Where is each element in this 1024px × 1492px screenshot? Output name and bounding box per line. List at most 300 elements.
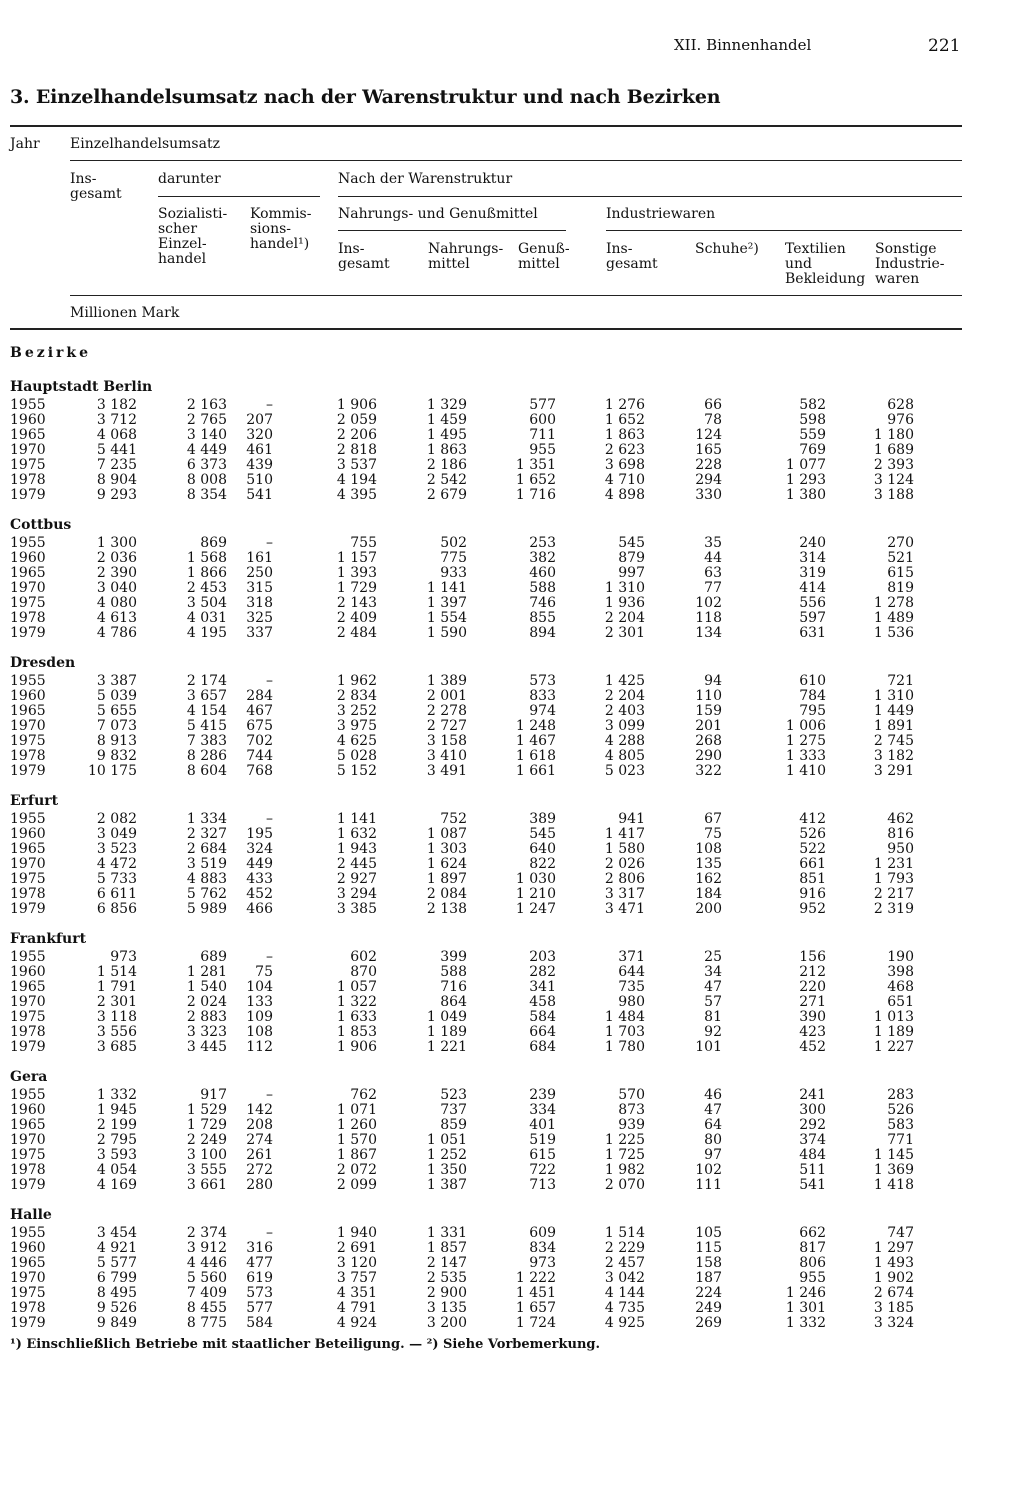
cell-kommission: 768: [246, 763, 273, 779]
cell-ng-insgesamt: 1 157: [336, 550, 377, 566]
table-row: [0, 887, 1024, 902]
cell-schuhe: 249: [695, 1300, 722, 1316]
cell-iw-insgesamt: 2 204: [604, 688, 645, 704]
cell-nahrungsmittel: 2 138: [426, 901, 467, 917]
cell-sonstige: 950: [887, 841, 914, 857]
table-row: [0, 626, 1024, 641]
cell-ng-insgesamt: 2 072: [336, 1162, 377, 1178]
cell-year: 1975: [10, 1147, 46, 1163]
footnote: ¹) Einschließlich Betriebe mit staatlicher Beteiligung. — ²) Siehe Vorbemerkung.: [10, 1337, 601, 1352]
rule-einzelhandel: [70, 160, 962, 161]
table-row: [0, 689, 1024, 704]
cell-nahrungsmittel: 1 087: [426, 826, 467, 842]
table-row: [0, 764, 1024, 779]
cell-year: 1975: [10, 1285, 46, 1301]
cell-sozialistisch: 5 989: [186, 901, 227, 917]
cell-textilien: 916: [799, 886, 826, 902]
cell-kommission: –: [266, 397, 273, 413]
table-row: [0, 1040, 1024, 1055]
cell-sozialistisch: 4 449: [186, 442, 227, 458]
cell-sonstige: 3 324: [873, 1315, 914, 1331]
cell-genussmittel: 1 661: [515, 763, 556, 779]
cell-insgesamt: 3 049: [96, 826, 137, 842]
cell-iw-insgesamt: 1 514: [604, 1225, 645, 1241]
cell-iw-insgesamt: 371: [618, 949, 645, 965]
cell-sozialistisch: 1 568: [186, 550, 227, 566]
cell-insgesamt: 7 235: [96, 457, 137, 473]
table-row: [0, 749, 1024, 764]
cell-genussmittel: 722: [529, 1162, 556, 1178]
cell-genussmittel: 1 247: [515, 901, 556, 917]
cell-sozialistisch: 5 762: [186, 886, 227, 902]
cell-schuhe: 80: [704, 1132, 722, 1148]
cell-textilien: 795: [799, 703, 826, 719]
cell-insgesamt: 4 921: [96, 1240, 137, 1256]
cell-nahrungsmittel: 2 278: [426, 703, 467, 719]
cell-kommission: 112: [246, 1039, 273, 1055]
cell-genussmittel: 1 618: [515, 748, 556, 764]
cell-ng-insgesamt: 1 633: [336, 1009, 377, 1025]
cell-kommission: 195: [246, 826, 273, 842]
rule-top: [10, 125, 962, 127]
cell-sozialistisch: 3 657: [186, 688, 227, 704]
cell-year: 1960: [10, 826, 46, 842]
cell-textilien: 597: [799, 610, 826, 626]
cell-kommission: 325: [246, 610, 273, 626]
cell-kommission: 284: [246, 688, 273, 704]
table-row: [0, 473, 1024, 488]
cell-year: 1975: [10, 733, 46, 749]
cell-iw-insgesamt: 2 457: [604, 1255, 645, 1271]
rule-nahrung: [338, 230, 566, 231]
header-nahrungsmittel: Nahrungs- mittel: [428, 241, 504, 272]
cell-iw-insgesamt: 4 288: [604, 733, 645, 749]
cell-iw-insgesamt: 1 417: [604, 826, 645, 842]
cell-iw-insgesamt: 644: [618, 964, 645, 980]
cell-year: 1979: [10, 901, 46, 917]
cell-sozialistisch: 1 729: [186, 1117, 227, 1133]
cell-genussmittel: 577: [529, 397, 556, 413]
rule-darunter: [158, 196, 320, 197]
cell-ng-insgesamt: 2 818: [336, 442, 377, 458]
cell-schuhe: 97: [704, 1147, 722, 1163]
cell-genussmittel: 389: [529, 811, 556, 827]
table-row: [0, 995, 1024, 1010]
cell-insgesamt: 3 685: [96, 1039, 137, 1055]
header-jahr: Jahr: [10, 136, 40, 152]
cell-insgesamt: 4 169: [96, 1177, 137, 1193]
cell-sozialistisch: 3 504: [186, 595, 227, 611]
cell-sonstige: 1 310: [873, 688, 914, 704]
cell-textilien: 1 332: [785, 1315, 826, 1331]
cell-schuhe: 294: [695, 472, 722, 488]
cell-sonstige: 1 369: [873, 1162, 914, 1178]
cell-nahrungsmittel: 2 084: [426, 886, 467, 902]
cell-nahrungsmittel: 2 001: [426, 688, 467, 704]
cell-iw-insgesamt: 873: [618, 1102, 645, 1118]
cell-nahrungsmittel: 1 350: [426, 1162, 467, 1178]
cell-iw-insgesamt: 2 204: [604, 610, 645, 626]
cell-genussmittel: 1 210: [515, 886, 556, 902]
cell-textilien: 1 333: [785, 748, 826, 764]
cell-nahrungsmittel: 3 135: [426, 1300, 467, 1316]
cell-schuhe: 102: [695, 595, 722, 611]
cell-schuhe: 158: [695, 1255, 722, 1271]
cell-sozialistisch: 1 281: [186, 964, 227, 980]
cell-year: 1978: [10, 886, 46, 902]
cell-schuhe: 165: [695, 442, 722, 458]
cell-insgesamt: 3 040: [96, 580, 137, 596]
cell-kommission: 250: [246, 565, 273, 581]
table-row: [0, 1226, 1024, 1241]
cell-insgesamt: 2 036: [96, 550, 137, 566]
cell-genussmittel: 573: [529, 673, 556, 689]
cell-insgesamt: 5 577: [96, 1255, 137, 1271]
cell-year: 1955: [10, 1087, 46, 1103]
cell-nahrungsmittel: 1 863: [426, 442, 467, 458]
cell-iw-insgesamt: 5 023: [604, 763, 645, 779]
cell-genussmittel: 664: [529, 1024, 556, 1040]
cell-schuhe: 64: [704, 1117, 722, 1133]
table-row: [0, 596, 1024, 611]
cell-schuhe: 78: [704, 412, 722, 428]
cell-iw-insgesamt: 2 026: [604, 856, 645, 872]
district-name: Halle: [10, 1207, 52, 1223]
cell-nahrungsmittel: 2 727: [426, 718, 467, 734]
cell-schuhe: 115: [695, 1240, 722, 1256]
cell-sonstige: 771: [887, 1132, 914, 1148]
cell-genussmittel: 458: [529, 994, 556, 1010]
cell-insgesamt: 973: [110, 949, 137, 965]
cell-year: 1965: [10, 703, 46, 719]
cell-insgesamt: 4 786: [96, 625, 137, 641]
cell-textilien: 319: [799, 565, 826, 581]
table-row: [0, 581, 1024, 596]
cell-sonstige: 1 180: [873, 427, 914, 443]
cell-ng-insgesamt: 4 194: [336, 472, 377, 488]
cell-kommission: 619: [246, 1270, 273, 1286]
cell-schuhe: 35: [704, 535, 722, 551]
cell-insgesamt: 1 791: [96, 979, 137, 995]
cell-insgesamt: 4 080: [96, 595, 137, 611]
cell-nahrungsmittel: 2 679: [426, 487, 467, 503]
cell-ng-insgesamt: 3 252: [336, 703, 377, 719]
cell-schuhe: 322: [695, 763, 722, 779]
cell-sozialistisch: 2 883: [186, 1009, 227, 1025]
cell-iw-insgesamt: 980: [618, 994, 645, 1010]
table-row: [0, 443, 1024, 458]
cell-kommission: 318: [246, 595, 273, 611]
cell-textilien: 559: [799, 427, 826, 443]
cell-genussmittel: 282: [529, 964, 556, 980]
cell-sonstige: 1 278: [873, 595, 914, 611]
cell-schuhe: 184: [695, 886, 722, 902]
cell-insgesamt: 1 300: [96, 535, 137, 551]
cell-genussmittel: 519: [529, 1132, 556, 1148]
cell-insgesamt: 1 514: [96, 964, 137, 980]
cell-genussmittel: 973: [529, 1255, 556, 1271]
cell-textilien: 610: [799, 673, 826, 689]
cell-kommission: 541: [246, 487, 273, 503]
cell-textilien: 1 275: [785, 733, 826, 749]
cell-iw-insgesamt: 545: [618, 535, 645, 551]
cell-year: 1978: [10, 1300, 46, 1316]
cell-textilien: 156: [799, 949, 826, 965]
cell-genussmittel: 1 467: [515, 733, 556, 749]
cell-genussmittel: 640: [529, 841, 556, 857]
cell-insgesamt: 5 039: [96, 688, 137, 704]
cell-kommission: 316: [246, 1240, 273, 1256]
cell-schuhe: 200: [695, 901, 722, 917]
cell-nahrungsmittel: 523: [440, 1087, 467, 1103]
cell-insgesamt: 3 182: [96, 397, 137, 413]
cell-schuhe: 228: [695, 457, 722, 473]
cell-textilien: 484: [799, 1147, 826, 1163]
cell-schuhe: 159: [695, 703, 722, 719]
cell-schuhe: 269: [695, 1315, 722, 1331]
cell-nahrungsmittel: 502: [440, 535, 467, 551]
cell-genussmittel: 460: [529, 565, 556, 581]
cell-iw-insgesamt: 570: [618, 1087, 645, 1103]
header-unit: Millionen Mark: [70, 305, 180, 321]
cell-textilien: 955: [799, 1270, 826, 1286]
cell-sozialistisch: 4 883: [186, 871, 227, 887]
cell-sozialistisch: 3 912: [186, 1240, 227, 1256]
rule-unit-top: [70, 295, 962, 296]
table-row: [0, 980, 1024, 995]
cell-ng-insgesamt: 1 632: [336, 826, 377, 842]
cell-sonstige: 1 297: [873, 1240, 914, 1256]
district-name: Cottbus: [10, 517, 72, 533]
cell-kommission: 109: [246, 1009, 273, 1025]
cell-sozialistisch: 2 453: [186, 580, 227, 596]
cell-schuhe: 44: [704, 550, 722, 566]
cell-sozialistisch: 8 775: [186, 1315, 227, 1331]
cell-genussmittel: 545: [529, 826, 556, 842]
cell-ng-insgesamt: 1 141: [336, 811, 377, 827]
district-name: Erfurt: [10, 793, 59, 809]
cell-sonstige: 3 182: [873, 748, 914, 764]
cell-nahrungsmittel: 2 535: [426, 1270, 467, 1286]
cell-ng-insgesamt: 4 791: [336, 1300, 377, 1316]
table-row: [0, 965, 1024, 980]
cell-nahrungsmittel: 3 200: [426, 1315, 467, 1331]
cell-schuhe: 330: [695, 487, 722, 503]
cell-ng-insgesamt: 1 729: [336, 580, 377, 596]
cell-insgesamt: 9 849: [96, 1315, 137, 1331]
cell-ng-insgesamt: 1 322: [336, 994, 377, 1010]
cell-textilien: 598: [799, 412, 826, 428]
cell-textilien: 661: [799, 856, 826, 872]
cell-textilien: 522: [799, 841, 826, 857]
cell-nahrungsmittel: 399: [440, 949, 467, 965]
cell-kommission: –: [266, 1225, 273, 1241]
cell-genussmittel: 713: [529, 1177, 556, 1193]
page-title: 3. Einzelhandelsumsatz nach der Warenstruktur und nach Bezirken: [10, 86, 721, 108]
cell-kommission: 274: [246, 1132, 273, 1148]
cell-textilien: 806: [799, 1255, 826, 1271]
cell-insgesamt: 2 795: [96, 1132, 137, 1148]
cell-insgesamt: 2 390: [96, 565, 137, 581]
cell-textilien: 240: [799, 535, 826, 551]
cell-sozialistisch: 2 024: [186, 994, 227, 1010]
cell-kommission: 461: [246, 442, 273, 458]
cell-sozialistisch: 8 008: [186, 472, 227, 488]
cell-year: 1965: [10, 1117, 46, 1133]
cell-year: 1979: [10, 1177, 46, 1193]
cell-iw-insgesamt: 1 276: [604, 397, 645, 413]
cell-year: 1970: [10, 856, 46, 872]
cell-nahrungsmittel: 1 624: [426, 856, 467, 872]
cell-textilien: 414: [799, 580, 826, 596]
cell-ng-insgesamt: 5 152: [336, 763, 377, 779]
cell-nahrungsmittel: 1 897: [426, 871, 467, 887]
cell-sozialistisch: 1 529: [186, 1102, 227, 1118]
cell-insgesamt: 2 199: [96, 1117, 137, 1133]
cell-kommission: 477: [246, 1255, 273, 1271]
header-genussmittel: Genuß- mittel: [518, 241, 570, 272]
cell-nahrungsmittel: 1 252: [426, 1147, 467, 1163]
cell-genussmittel: 584: [529, 1009, 556, 1025]
cell-year: 1978: [10, 1162, 46, 1178]
table-row: [0, 458, 1024, 473]
table-row: [0, 674, 1024, 689]
cell-nahrungsmittel: 1 221: [426, 1039, 467, 1055]
cell-genussmittel: 1 724: [515, 1315, 556, 1331]
table-row: [0, 1316, 1024, 1331]
cell-schuhe: 66: [704, 397, 722, 413]
cell-sonstige: 190: [887, 949, 914, 965]
cell-iw-insgesamt: 2 070: [604, 1177, 645, 1193]
cell-schuhe: 92: [704, 1024, 722, 1040]
cell-iw-insgesamt: 4 710: [604, 472, 645, 488]
cell-sonstige: 1 902: [873, 1270, 914, 1286]
cell-ng-insgesamt: 3 385: [336, 901, 377, 917]
cell-iw-insgesamt: 939: [618, 1117, 645, 1133]
cell-kommission: 133: [246, 994, 273, 1010]
cell-iw-insgesamt: 1 863: [604, 427, 645, 443]
cell-textilien: 1 380: [785, 487, 826, 503]
cell-sonstige: 3 291: [873, 763, 914, 779]
rule-warenstruktur: [338, 196, 962, 197]
cell-iw-insgesamt: 2 403: [604, 703, 645, 719]
cell-year: 1979: [10, 763, 46, 779]
cell-kommission: 744: [246, 748, 273, 764]
cell-nahrungsmittel: 2 147: [426, 1255, 467, 1271]
district-name: Frankfurt: [10, 931, 87, 947]
cell-sozialistisch: 4 154: [186, 703, 227, 719]
cell-sonstige: 2 745: [873, 733, 914, 749]
cell-textilien: 1 006: [785, 718, 826, 734]
cell-ng-insgesamt: 3 294: [336, 886, 377, 902]
cell-kommission: 584: [246, 1315, 273, 1331]
table-row: [0, 428, 1024, 443]
table-row: [0, 842, 1024, 857]
cell-year: 1970: [10, 1132, 46, 1148]
cell-iw-insgesamt: 1 780: [604, 1039, 645, 1055]
cell-textilien: 662: [799, 1225, 826, 1241]
cell-iw-insgesamt: 1 580: [604, 841, 645, 857]
cell-nahrungsmittel: 1 387: [426, 1177, 467, 1193]
cell-sozialistisch: 1 540: [186, 979, 227, 995]
cell-iw-insgesamt: 3 471: [604, 901, 645, 917]
cell-sonstige: 3 185: [873, 1300, 914, 1316]
cell-sozialistisch: 2 249: [186, 1132, 227, 1148]
cell-sozialistisch: 4 031: [186, 610, 227, 626]
cell-insgesamt: 4 472: [96, 856, 137, 872]
cell-textilien: 390: [799, 1009, 826, 1025]
cell-nahrungsmittel: 2 542: [426, 472, 467, 488]
cell-nahrungsmittel: 933: [440, 565, 467, 581]
cell-iw-insgesamt: 879: [618, 550, 645, 566]
cell-schuhe: 135: [695, 856, 722, 872]
cell-year: 1955: [10, 1225, 46, 1241]
cell-genussmittel: 203: [529, 949, 556, 965]
cell-insgesamt: 5 655: [96, 703, 137, 719]
cell-sonstige: 651: [887, 994, 914, 1010]
cell-sozialistisch: 3 445: [186, 1039, 227, 1055]
cell-nahrungsmittel: 1 590: [426, 625, 467, 641]
cell-insgesamt: 5 733: [96, 871, 137, 887]
cell-nahrungsmittel: 752: [440, 811, 467, 827]
cell-sozialistisch: 8 286: [186, 748, 227, 764]
table-row: [0, 1271, 1024, 1286]
cell-sozialistisch: 4 195: [186, 625, 227, 641]
header-kommissionshandel: Kommis- sions- handel¹): [250, 206, 312, 252]
table-row: [0, 902, 1024, 917]
cell-insgesamt: 10 175: [88, 763, 137, 779]
cell-schuhe: 75: [704, 826, 722, 842]
cell-schuhe: 224: [695, 1285, 722, 1301]
cell-ng-insgesamt: 762: [350, 1087, 377, 1103]
cell-insgesamt: 3 387: [96, 673, 137, 689]
table-row: [0, 704, 1024, 719]
cell-schuhe: 162: [695, 871, 722, 887]
cell-sonstige: 2 674: [873, 1285, 914, 1301]
cell-nahrungsmittel: 1 329: [426, 397, 467, 413]
cell-kommission: –: [266, 949, 273, 965]
header-nach-warenstruktur: Nach der Warenstruktur: [338, 171, 513, 187]
cell-sozialistisch: 3 661: [186, 1177, 227, 1193]
cell-iw-insgesamt: 1 725: [604, 1147, 645, 1163]
cell-ng-insgesamt: 5 028: [336, 748, 377, 764]
cell-sonstige: 2 393: [873, 457, 914, 473]
cell-nahrungsmittel: 1 141: [426, 580, 467, 596]
cell-sonstige: 819: [887, 580, 914, 596]
cell-year: 1955: [10, 811, 46, 827]
cell-iw-insgesamt: 4 898: [604, 487, 645, 503]
table-row: [0, 1163, 1024, 1178]
cell-schuhe: 47: [704, 979, 722, 995]
cell-sozialistisch: 3 323: [186, 1024, 227, 1040]
cell-year: 1978: [10, 1024, 46, 1040]
table-row: [0, 1025, 1024, 1040]
cell-iw-insgesamt: 3 099: [604, 718, 645, 734]
cell-sozialistisch: 8 455: [186, 1300, 227, 1316]
cell-year: 1979: [10, 625, 46, 641]
cell-kommission: –: [266, 535, 273, 551]
cell-iw-insgesamt: 2 806: [604, 871, 645, 887]
header-nahrungs-genussmittel: Nahrungs- und Genußmittel: [338, 206, 538, 222]
cell-schuhe: 94: [704, 673, 722, 689]
cell-sonstige: 1 493: [873, 1255, 914, 1271]
cell-kommission: 272: [246, 1162, 273, 1178]
cell-sonstige: 526: [887, 1102, 914, 1118]
cell-year: 1965: [10, 565, 46, 581]
cell-kommission: 280: [246, 1177, 273, 1193]
cell-iw-insgesamt: 2 229: [604, 1240, 645, 1256]
table-row: [0, 1256, 1024, 1271]
